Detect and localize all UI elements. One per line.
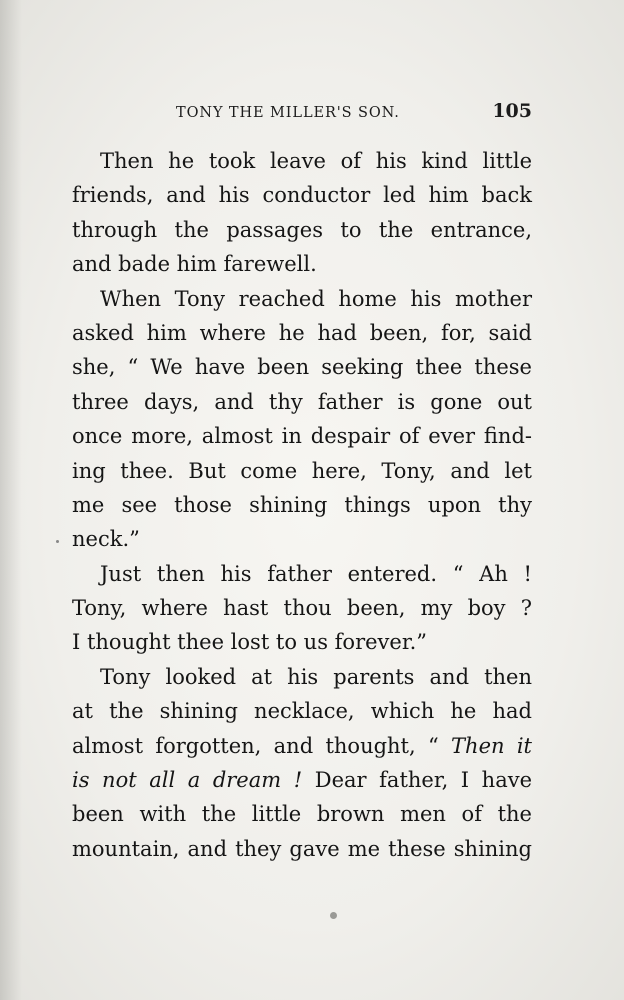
italic-text: is not all a dream ! (72, 768, 303, 793)
italic-text: Then it (451, 733, 532, 758)
text-line: Tony looked at his parents and then (100, 664, 532, 689)
text-line (72, 729, 532, 763)
paper-speck (330, 912, 337, 919)
text-line (72, 763, 532, 797)
text-line: When Tony reached home his mother (100, 286, 532, 311)
page-number: 105 (492, 100, 532, 122)
text-line: she, “ We have been seeking thee these (72, 355, 532, 380)
text-line: and bade him farewell. (72, 252, 317, 277)
text-line: been with the little brown men of the (72, 802, 532, 827)
paper-speck (56, 540, 59, 543)
text-line: me see those shining things upon thy (72, 492, 532, 517)
text-line: I thought thee lost to us forever.” (72, 630, 427, 655)
text-line: mountain, and they gave me these shining (72, 836, 532, 861)
text-line: through the passages to the entrance, (72, 217, 532, 242)
text-line: neck.” (72, 527, 140, 552)
text-line: at the shining necklace, which he had (72, 699, 532, 724)
running-head: TONY THE MILLER'S SON. (176, 105, 400, 121)
text-segment: Dear father, I have (314, 768, 533, 793)
text-line: three days, and thy father is gone out (72, 389, 532, 414)
text-line: Then he took leave of his kind little (100, 149, 532, 173)
text-line: ing thee. But come here, Tony, and let (72, 458, 532, 483)
body-text (72, 144, 532, 866)
page-gutter-shadow (0, 0, 22, 1000)
text-line: friends, and his conductor led him back (72, 183, 532, 208)
text-line: Just then his father entered. “ Ah ! (100, 561, 532, 586)
page-header (72, 100, 532, 130)
text-line: once more, almost in despair of ever find- (72, 424, 532, 449)
text-segment: almost forgotten, and thought, “ (72, 733, 439, 758)
text-line: asked him where he had been, for, said (72, 320, 532, 345)
text-line: Tony, where hast thou been, my boy ? (72, 596, 532, 621)
